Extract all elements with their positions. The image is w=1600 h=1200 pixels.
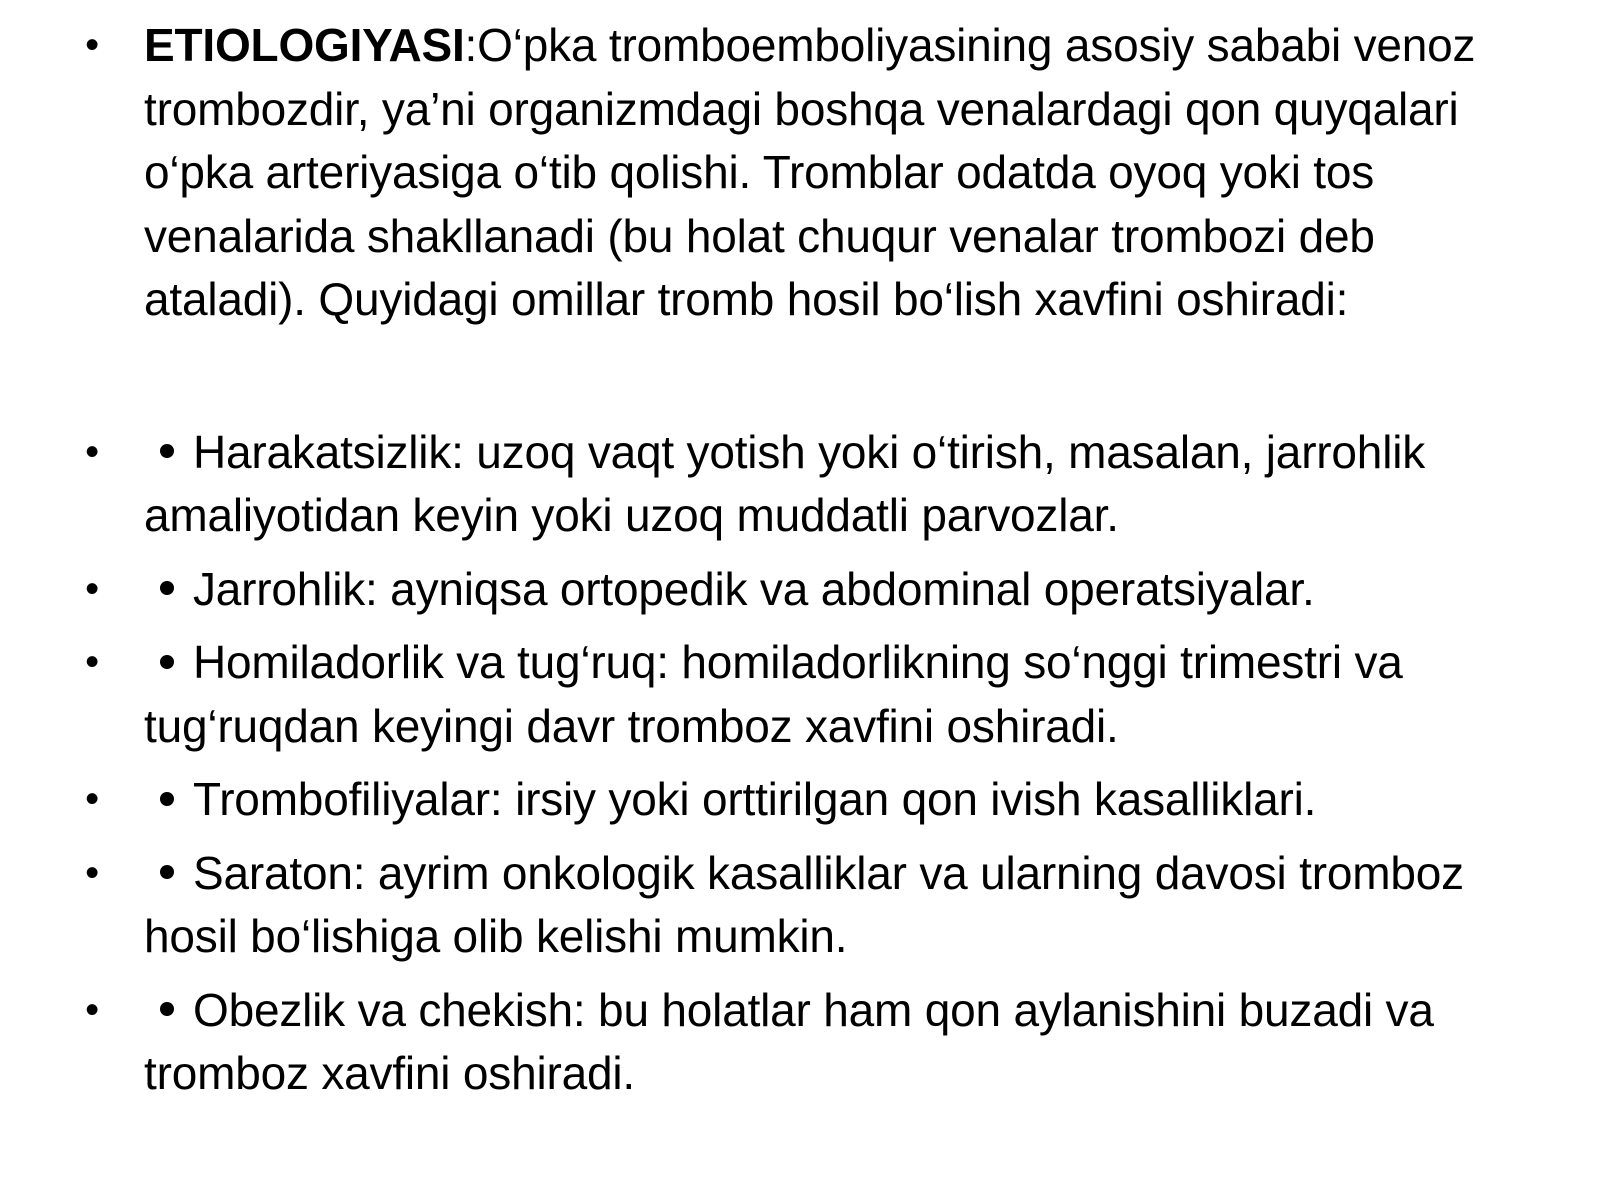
bullet-icon: • [85, 640, 99, 684]
bullet-icon: • [85, 23, 99, 67]
intro-text: O‘pka tromboemboliyasining asosiy sababi venoz trombozdir, ya’ni organizmdagi boshqa venalardagi qon quyqalari o‘pka arteriyasiga o‘tib qolishi. Tromblar odatda oyoq yoki tos venalarida shakllanadi (bu holat chuqur venalar trombozi deb ataladi). Quyidagi omillar tromb hosil bo‘lish xavfini oshiradi: [144, 19, 1476, 325]
factor-item [80, 421, 1500, 548]
factor-text: Homiladorlik va tug‘ruq: homiladorlikning so‘nggi trimestri va tug‘ruqdan keyingi davr tromboz xavfini oshiradi. [144, 636, 1403, 752]
bullet-icon: • [85, 777, 99, 821]
bullet-icon: • [85, 850, 99, 895]
factor-item [80, 768, 1500, 832]
inner-dot-icon [160, 444, 174, 458]
bullet-list [80, 14, 1500, 1106]
inner-dot-icon [160, 655, 174, 669]
bullet-icon: • [85, 566, 99, 611]
factor-text: Jarrohlik: ayniqsa ortopedik va abdominal operatsiyalar. [193, 562, 1315, 615]
bullet-icon: • [85, 987, 99, 1032]
factor-item [80, 558, 1500, 622]
inner-dot-icon [160, 865, 174, 879]
intro-paragraph [80, 14, 1500, 332]
factor-text: Obezlik va chekish: bu holatlar ham qon aylanishini buzadi va tromboz xavfini oshiradi. [144, 983, 1434, 1099]
etiology-term: ETIOLOGIYASI [144, 19, 465, 71]
factor-text: Trombofiliyalar: irsiy yoki orttirilgan qon ivish kasalliklari. [193, 773, 1317, 825]
factor-item [80, 842, 1500, 969]
inner-dot-icon [160, 1002, 174, 1016]
factor-text: Saraton: ayrim onkologik kasalliklar va ularning davosi tromboz hosil bo‘lishiga olib kelishi mumkin. [144, 846, 1464, 962]
inner-dot-icon [160, 581, 174, 595]
term-separator: : [464, 19, 478, 71]
factor-item [80, 631, 1500, 758]
factor-text: Harakatsizlik: uzoq vaqt yotish yoki o‘tirish, masalan, jarrohlik amaliyotidan keyin yoki uzoq muddatli parvozlar. [144, 425, 1426, 541]
inner-dot-icon [160, 792, 174, 806]
factor-item [80, 979, 1500, 1106]
bullet-icon: • [85, 429, 99, 474]
slide-content [80, 14, 1500, 1116]
